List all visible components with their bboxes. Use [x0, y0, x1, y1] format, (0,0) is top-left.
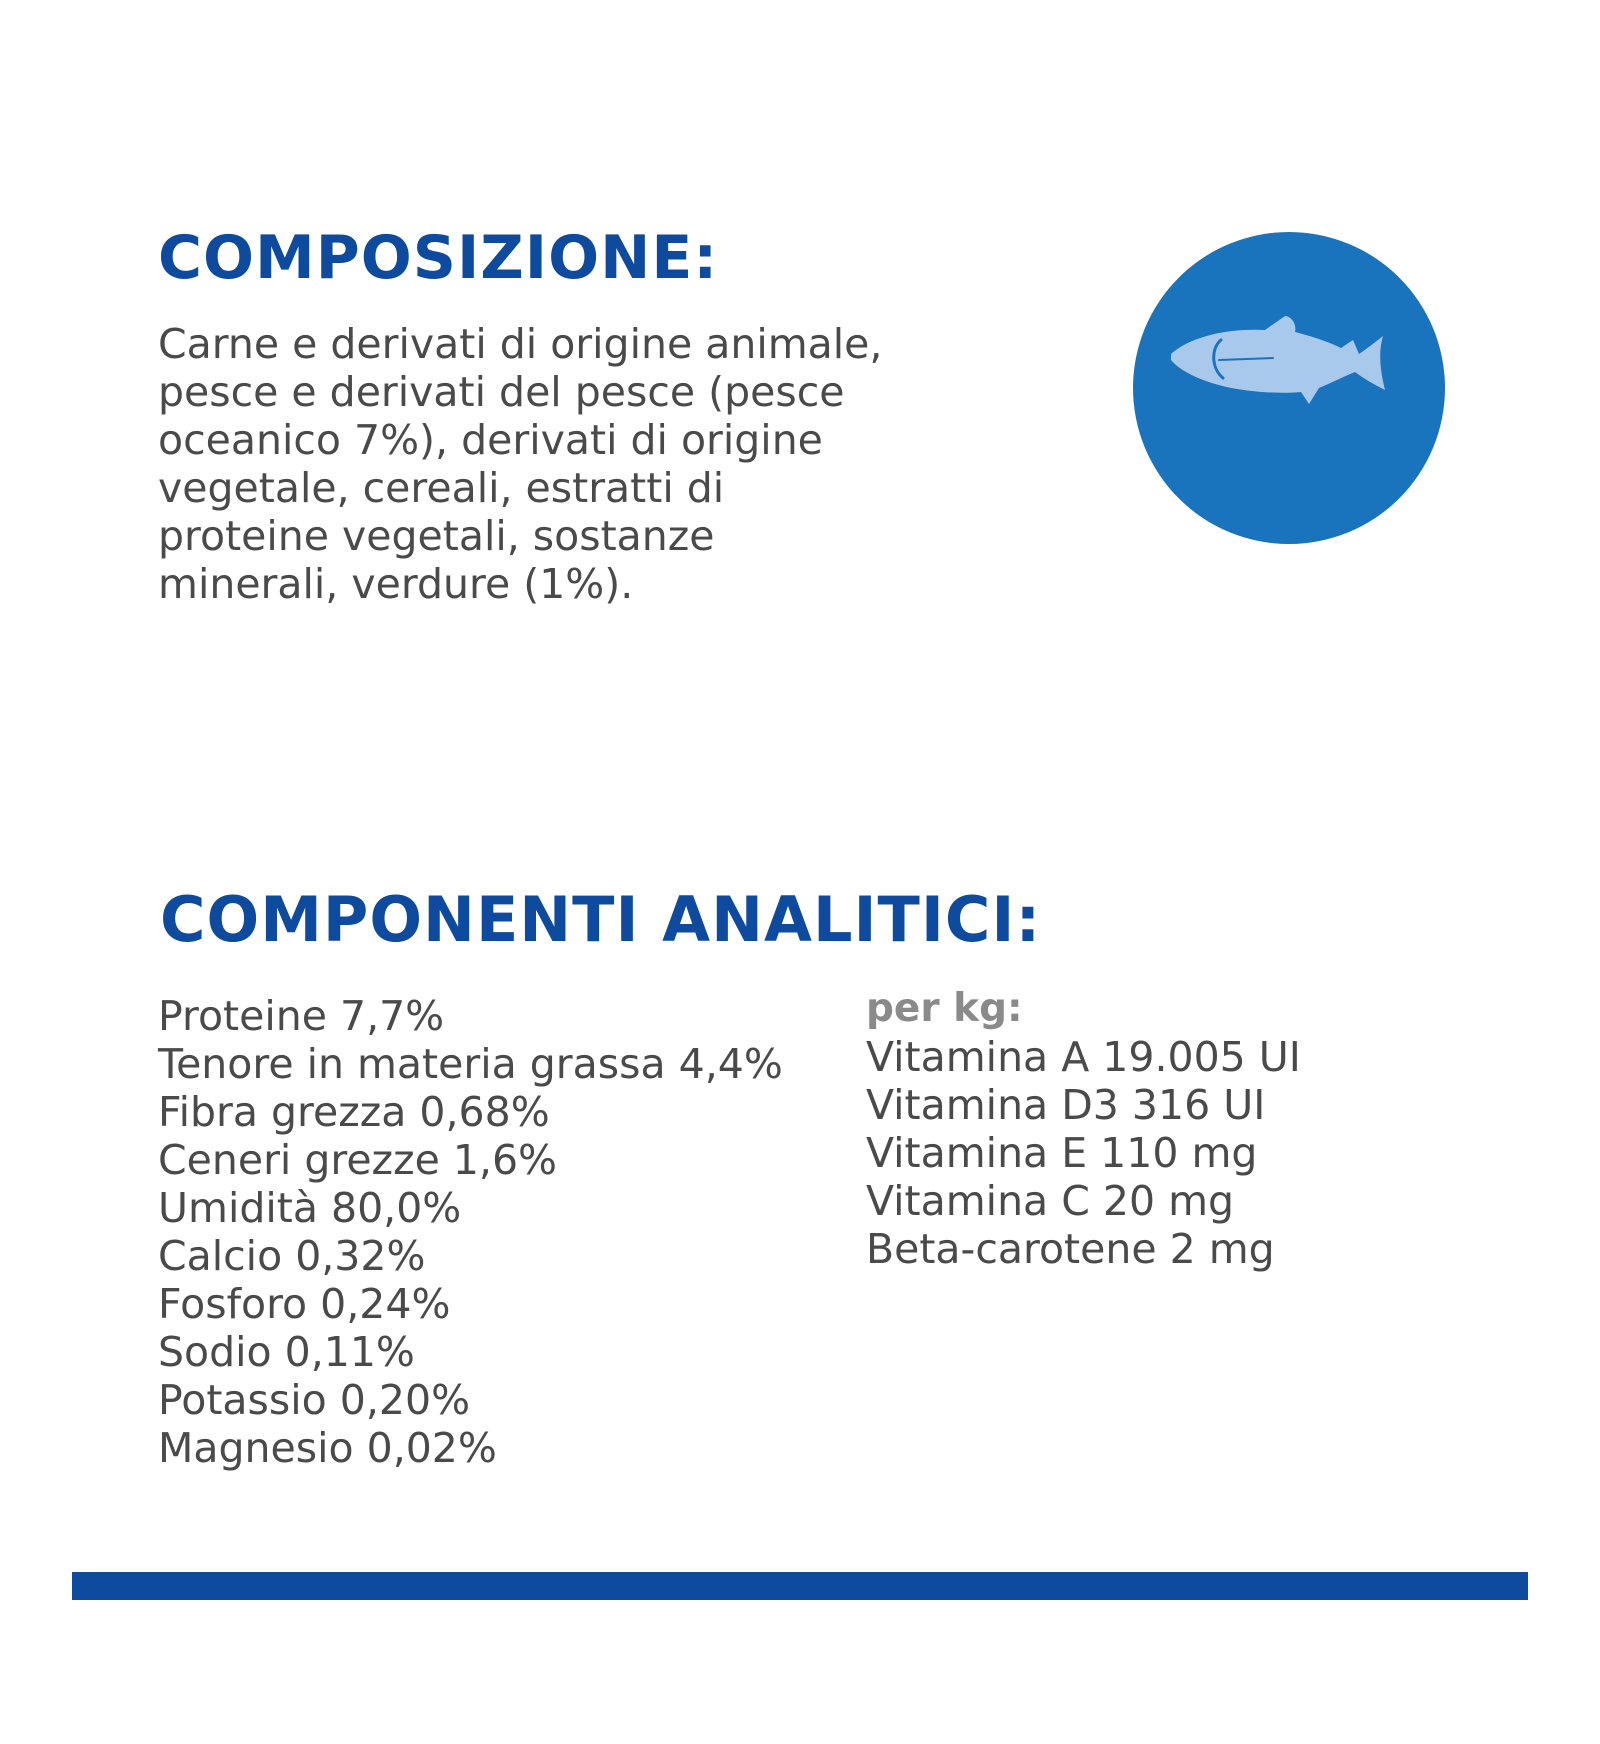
vitamins-list [866, 1033, 1301, 1273]
vitamin-item: Beta-carotene 2 mg [866, 1225, 1275, 1273]
analytical-item: Magnesio 0,02% [158, 1424, 497, 1472]
composition-line: Carne e derivati di origine animale, [158, 320, 883, 368]
composition-line: proteine vegetali, sostanze [158, 512, 715, 560]
fish-icon [1133, 232, 1445, 544]
composition-line: vegetale, cereali, estratti di [158, 464, 725, 512]
composition-line: pesce e derivati del pesce (pesce [158, 368, 845, 416]
vitamin-item: Vitamina C 20 mg [866, 1177, 1235, 1225]
per-kg-label: per kg: [866, 986, 1023, 1031]
analytical-item: Proteine 7,7% [158, 992, 445, 1040]
footer-bar [72, 1572, 1528, 1600]
composition-text [158, 320, 988, 608]
analytical-heading: COMPONENTI ANALITICI: [160, 883, 1042, 956]
fish-icon-circle [1133, 232, 1445, 544]
analytical-item: Umidità 80,0% [158, 1184, 462, 1232]
analytical-list [158, 992, 783, 1472]
vitamin-item: Vitamina D3 316 UI [866, 1081, 1266, 1129]
analytical-item: Tenore in materia grassa 4,4% [158, 1040, 783, 1088]
composition-line: minerali, verdure (1%). [158, 560, 634, 608]
vitamin-item: Vitamina E 110 mg [866, 1129, 1258, 1177]
analytical-item: Sodio 0,11% [158, 1328, 415, 1376]
analytical-item: Ceneri grezze 1,6% [158, 1136, 558, 1184]
analytical-item: Fosforo 0,24% [158, 1280, 451, 1328]
composition-heading: COMPOSIZIONE: [158, 223, 719, 293]
analytical-item: Potassio 0,20% [158, 1376, 471, 1424]
analytical-item: Calcio 0,32% [158, 1232, 426, 1280]
composition-line: oceanico 7%), derivati di origine [158, 416, 823, 464]
analytical-item: Fibra grezza 0,68% [158, 1088, 550, 1136]
vitamin-item: Vitamina A 19.005 UI [866, 1033, 1301, 1081]
